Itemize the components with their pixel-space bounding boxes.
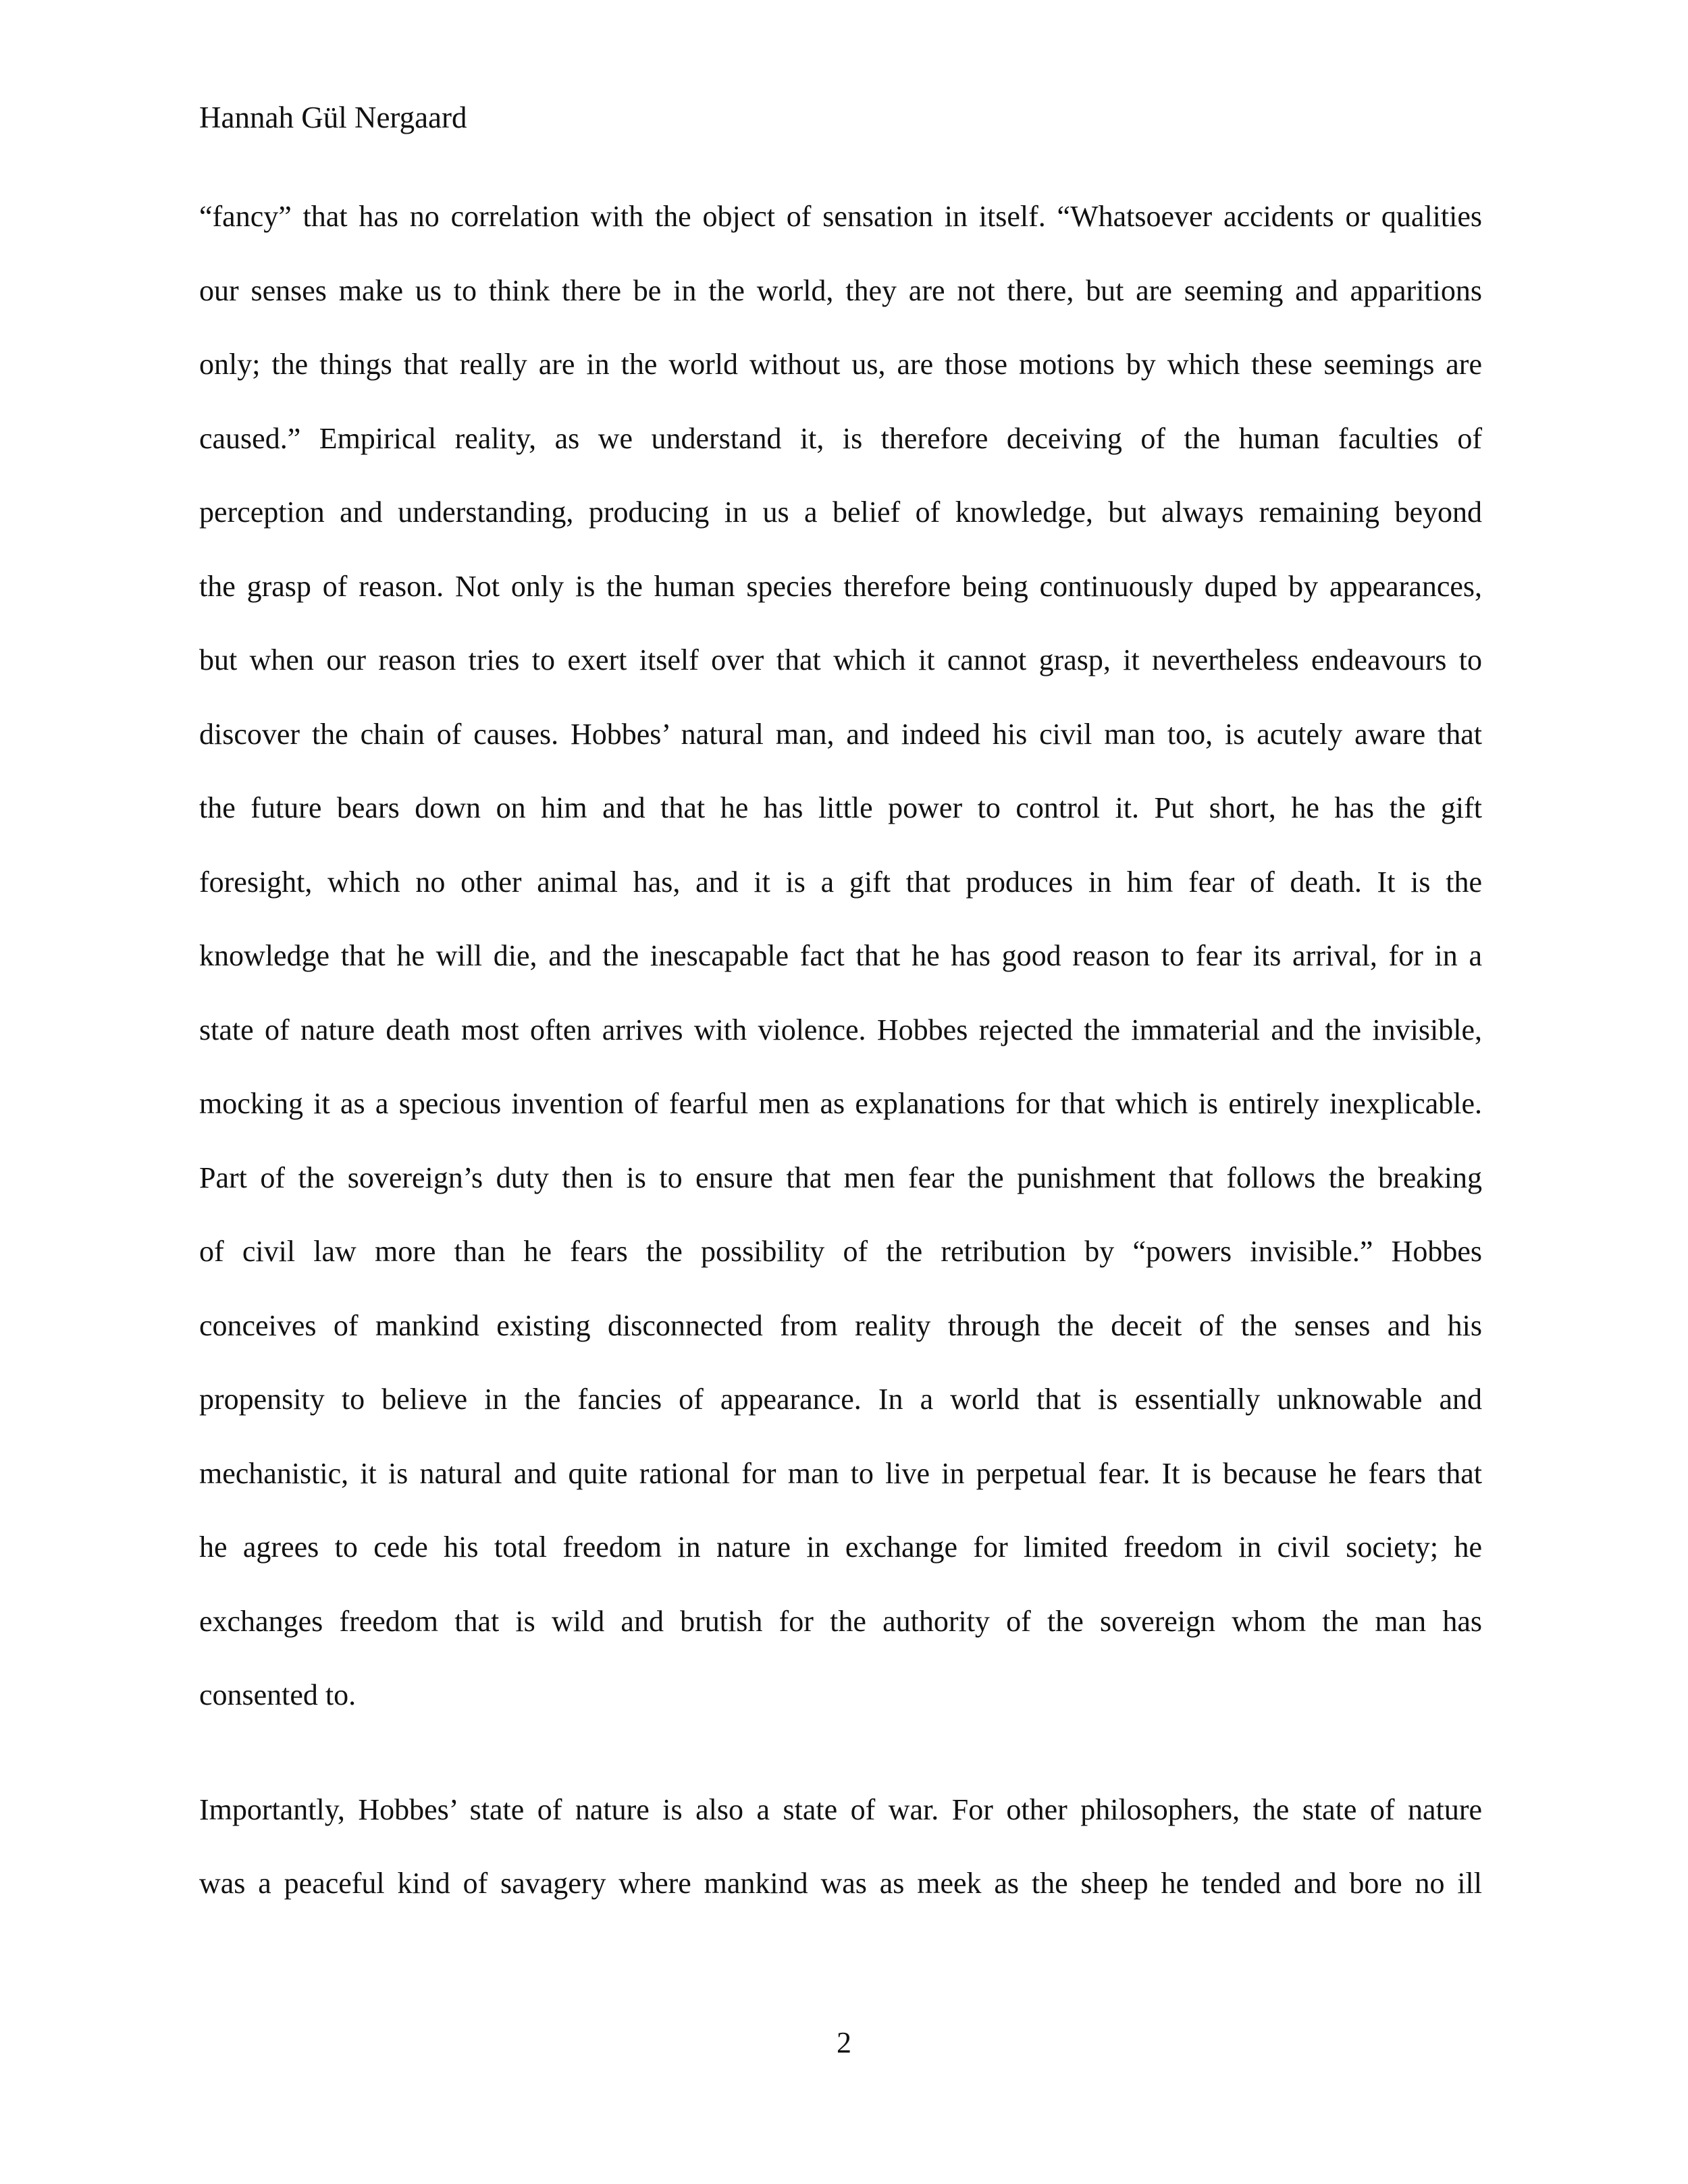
- text-line: mocking it as a specious invention of fearful men as explanations for that which is entirely inexplicable.: [199, 1087, 1482, 1120]
- text-line: foresight, which no other animal has, and it is a gift that produces in him fear of death. It is the: [199, 865, 1482, 899]
- text-line: consented to.: [199, 1678, 357, 1711]
- text-line: of civil law more than he fears the possibility of the retribution by “powers invisible.” Hobbes: [199, 1235, 1482, 1268]
- page-number: 2: [837, 2026, 851, 2059]
- text-line: conceives of mankind existing disconnected from reality through the deceit of the senses and his: [199, 1308, 1482, 1342]
- text-line: only; the things that really are in the world without us, are those motions by which these seemings are: [199, 348, 1482, 381]
- text-line: “fancy” that has no correlation with the object of sensation in itself. “Whatsoever accidents or qualities: [199, 200, 1482, 233]
- text-line: propensity to believe in the fancies of appearance. In a world that is essentially unknowable and: [199, 1383, 1482, 1416]
- running-header-author: Hannah Gül Nergaard: [199, 101, 467, 134]
- paragraph-2: [199, 1791, 1482, 1939]
- text-line: perception and understanding, producing in us a belief of knowledge, but always remaining beyond: [199, 496, 1482, 529]
- text-line: state of nature death most often arrives with violence. Hobbes rejected the immaterial and the invisible,: [199, 1013, 1482, 1046]
- text-line: Part of the sovereign’s duty then is to ensure that men fear the punishment that follows the breaking: [199, 1161, 1482, 1194]
- text-line: exchanges freedom that is wild and brutish for the authority of the sovereign whom the man has: [199, 1604, 1482, 1638]
- text-line: he agrees to cede his total freedom in nature in exchange for limited freedom in civil society; he: [199, 1530, 1482, 1564]
- text-line: caused.” Empirical reality, as we understand it, is therefore deceiving of the human faculties of: [199, 421, 1482, 455]
- text-line: the future bears down on him and that he has little power to control it. Put short, he has the gift: [199, 791, 1482, 824]
- text-line: was a peaceful kind of savagery where mankind was as meek as the sheep he tended and bore no ill: [199, 1867, 1482, 1900]
- text-line: our senses make us to think there be in the world, they are not there, but are seeming and apparitions: [199, 273, 1482, 307]
- text-line: knowledge that he will die, and the inescapable fact that he has good reason to fear its arrival, for in a: [199, 939, 1482, 972]
- text-line: but when our reason tries to exert itself over that which it cannot grasp, it nevertheless endeavours to: [199, 643, 1482, 676]
- paragraph-spacer: [199, 1751, 1482, 1791]
- body-text: [199, 198, 1482, 1939]
- text-line: mechanistic, it is natural and quite rational for man to live in perpetual fear. It is because he fears that: [199, 1456, 1482, 1490]
- text-line: Importantly, Hobbes’ state of nature is also a state of war. For other philosophers, the state of nature: [199, 1792, 1482, 1826]
- paragraph-1: [199, 198, 1482, 1751]
- text-line: the grasp of reason. Not only is the human species therefore being continuously duped by appearances,: [199, 569, 1482, 603]
- text-line: discover the chain of causes. Hobbes’ natural man, and indeed his civil man too, is acutely aware that: [199, 717, 1482, 751]
